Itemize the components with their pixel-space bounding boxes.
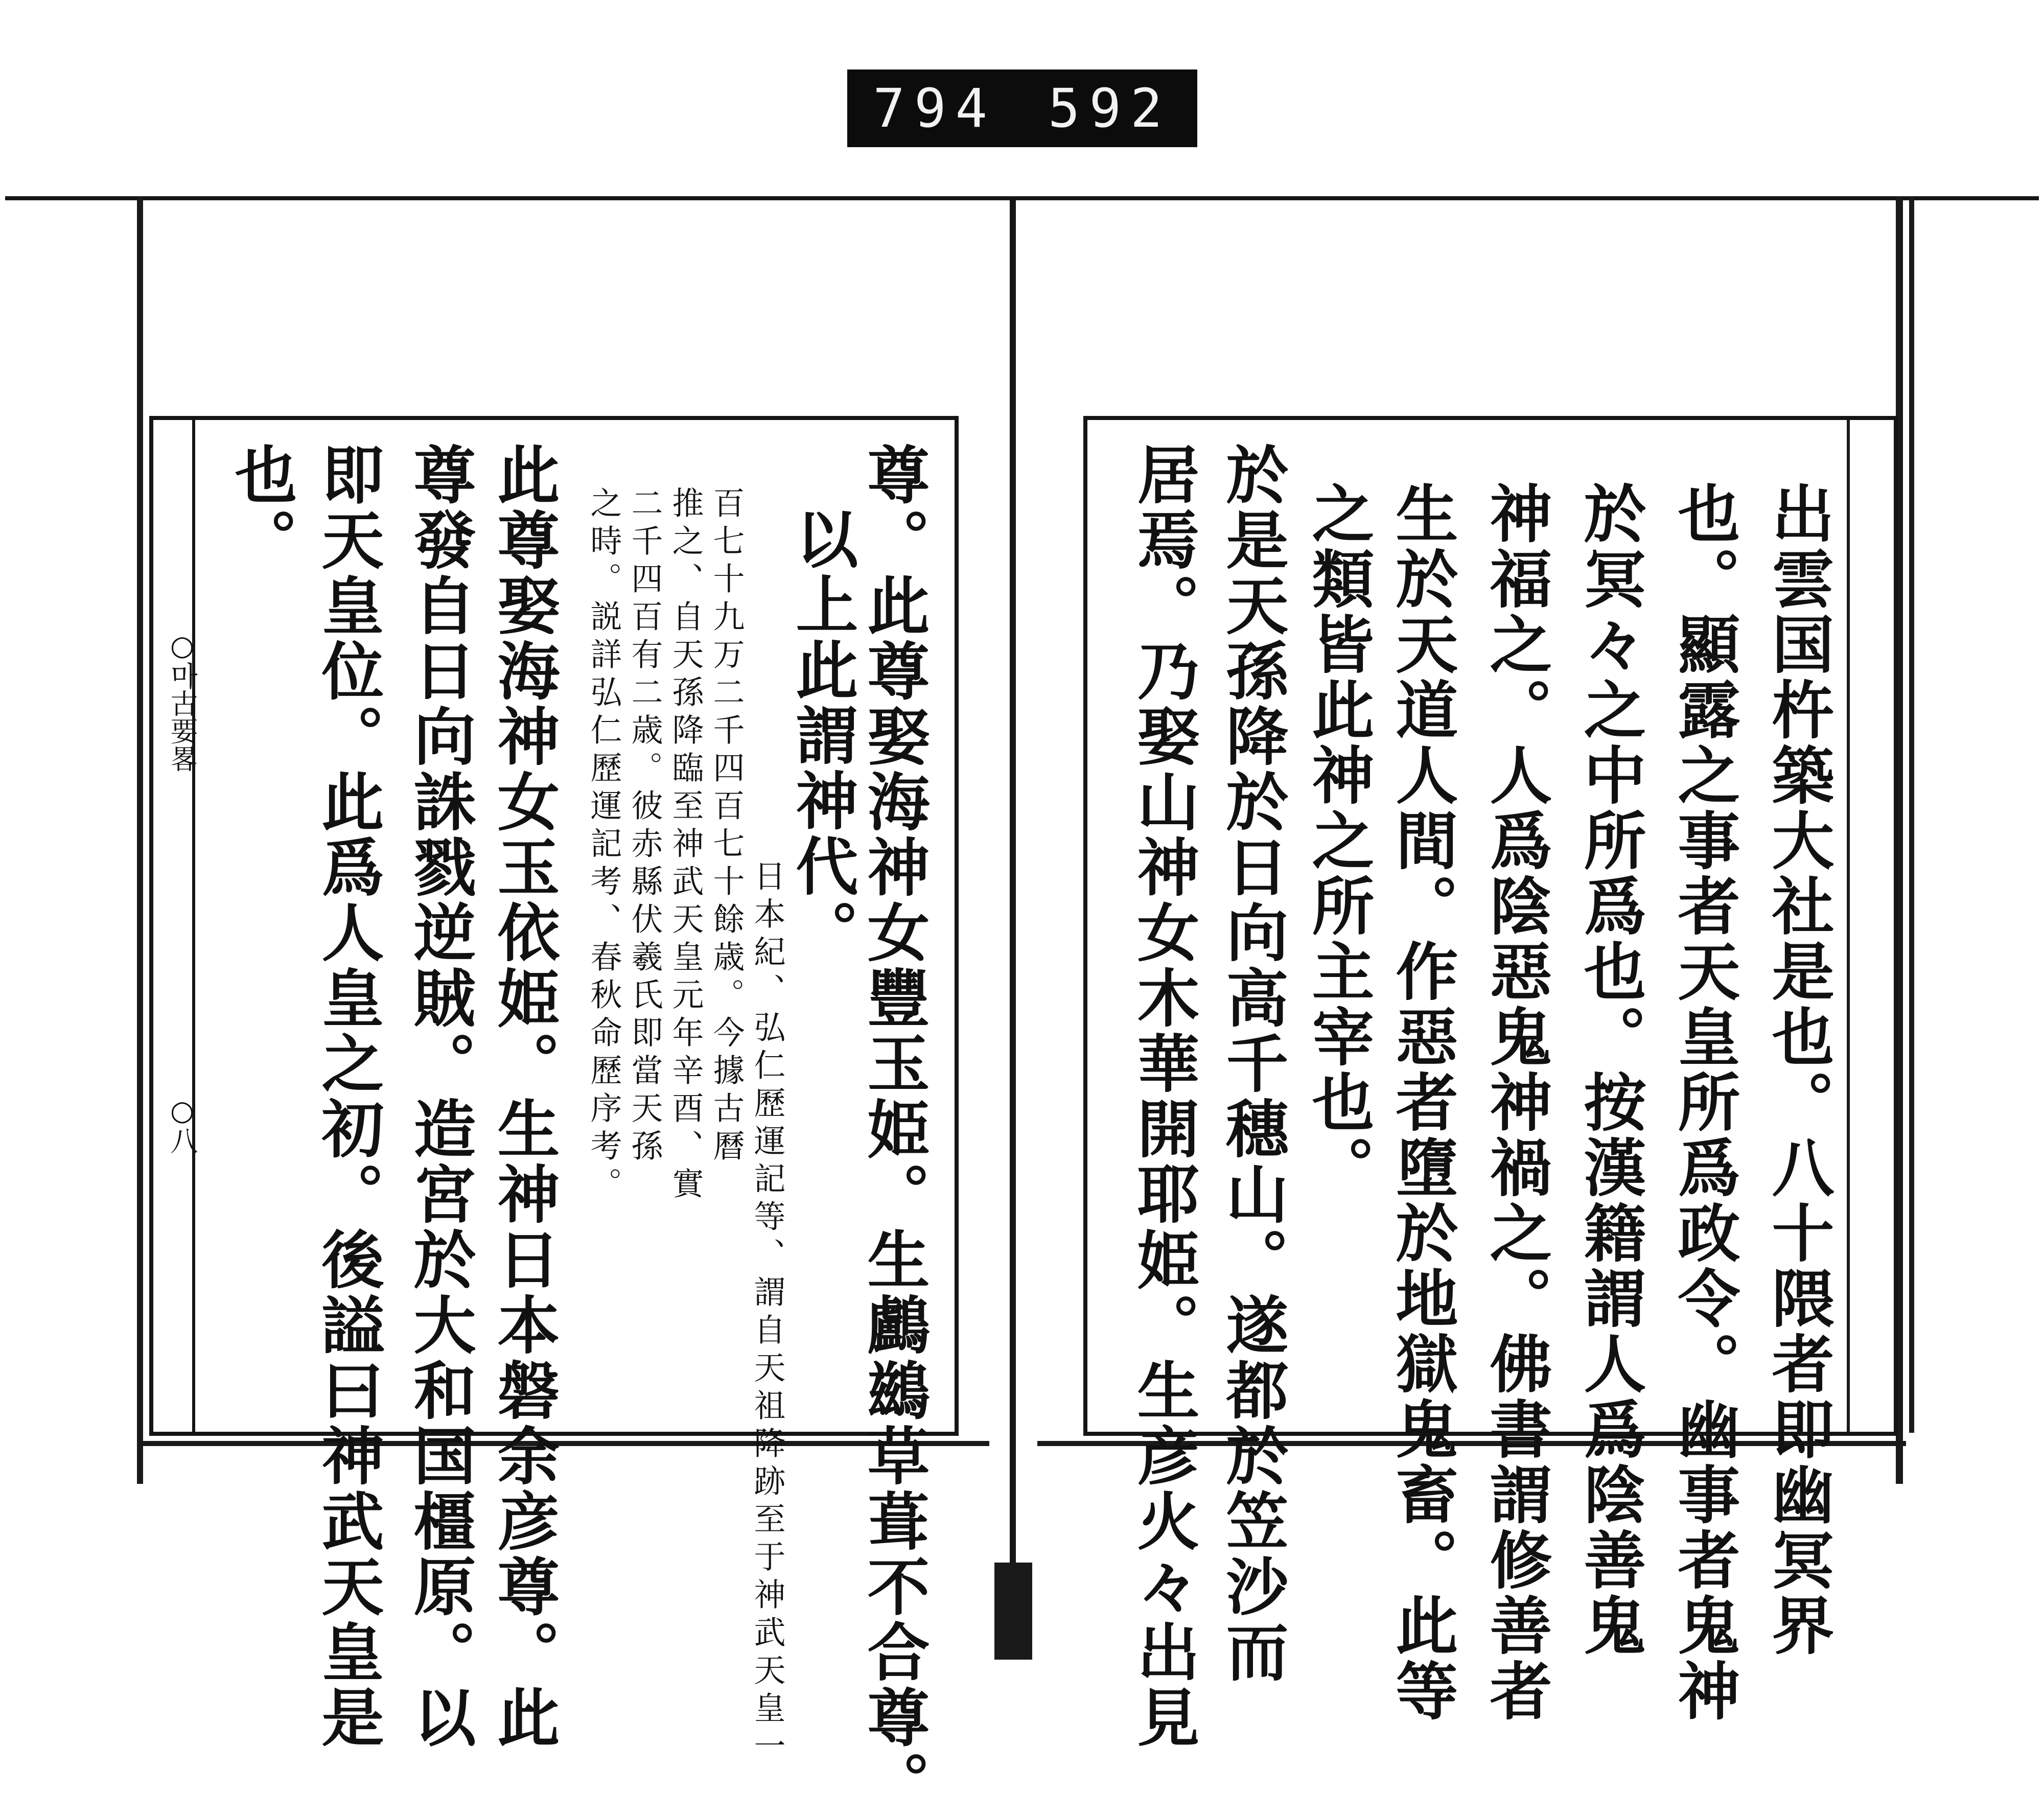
- left-col-1: 尊。此尊娶海神女豐玉姫。生鸕鷀草葺不合尊。: [857, 443, 931, 1816]
- right-col-8: 居焉。乃娶山神女木華開耶姫。生彦火々出見: [1127, 443, 1200, 1751]
- right-col-1: 出雲国杵築大社是也。八十隈者即幽冥界: [1761, 481, 1835, 1659]
- left-margin-rule: [192, 420, 195, 1432]
- left-note-5: 之時。説詳弘仁歷運記考、春秋命歷序考。: [585, 486, 622, 1205]
- right-col-4: 神福之。人爲陰惡鬼神禍之。佛書謂修善者: [1479, 481, 1553, 1724]
- right-col-3: 於冥々之中所爲也。按漢籍謂人爲陰善鬼: [1573, 481, 1647, 1659]
- right-page-frame: [1083, 416, 1898, 1751]
- left-page-edge: [137, 196, 143, 1484]
- spine-base: [994, 1563, 1032, 1660]
- margin-page-number: ○八: [166, 1095, 198, 1154]
- left-col-3: 此尊娶海神女玉依姫。生神日本磐余彦尊。此: [487, 443, 561, 1751]
- film-number-left: 794: [873, 77, 997, 139]
- right-col-2: 也。顯露之事者天皇所爲政令。幽事者鬼神: [1667, 481, 1741, 1724]
- right-outer-edge: [1909, 196, 1914, 1433]
- right-col-6: 之類皆此神之所主宰也。: [1302, 481, 1375, 1201]
- left-col-2: 以上此謂神代。: [785, 507, 859, 965]
- right-col-5: 生於天道人間。作惡者墮於地獄鬼畜。此等: [1385, 481, 1459, 1724]
- left-col-5: 即天皇位。此爲人皇之初。後謚曰神武天皇是: [311, 443, 385, 1751]
- left-note-3: 推之、自天孫降臨至神武天皇元年辛酉、實: [667, 486, 704, 1205]
- film-number-right: 592: [1048, 77, 1172, 139]
- left-note-4: 二千四百有二歳。彼赤縣伏羲氏即當天孫: [626, 486, 663, 1167]
- top-rule: [5, 196, 2039, 200]
- left-col-6: 也。: [224, 443, 298, 573]
- left-note-2: 百七十九万二千四百七十餘歳。今據古曆: [708, 486, 745, 1167]
- margin-book-title: ○마古要畧: [166, 630, 198, 772]
- left-note-1: 日本紀、弘仁歷運記等、謂自天祖降跡至于神武天皇一: [749, 859, 786, 1767]
- book-spine: [1010, 196, 1016, 1617]
- right-col-7: 於是天孫降於日向高千穗山。遂都於笠沙而: [1216, 443, 1289, 1685]
- film-label: [847, 69, 1197, 147]
- left-page-frame: [149, 416, 959, 1816]
- left-col-4: 尊發自日向誅戮逆賊。造宮於大和国橿原。以: [403, 443, 477, 1751]
